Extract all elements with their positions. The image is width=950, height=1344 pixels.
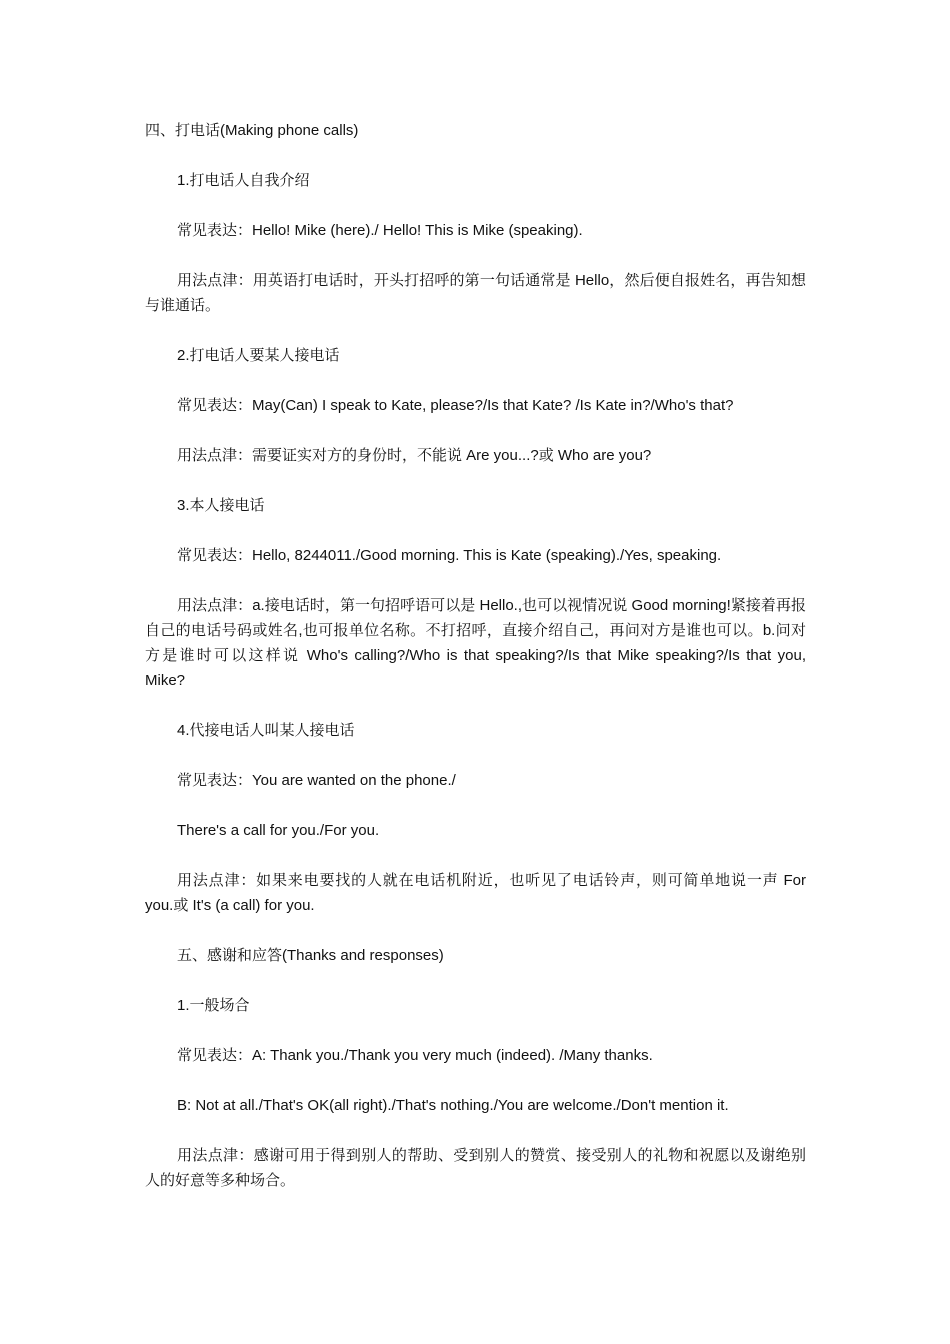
expression-paragraph: 常见表达：May(Can) I speak to Kate, please?/Is that Kate? /Is Kate in?/Who's that? <box>177 397 734 414</box>
usage-note-paragraph: 用法点津：用英语打电话时，开头打招呼的第一句话通常是 Hello，然后便自报姓名，再告知想与谁通话。 <box>145 272 806 314</box>
subheading-ask-for-someone: 2.打电话人要某人接电话 <box>177 347 340 364</box>
usage-note-paragraph: 用法点津：需要证实对方的身份时，不能说 Are you...?或 Who are you? <box>177 447 652 464</box>
subheading-answer-call: 3.本人接电话 <box>177 497 265 514</box>
section-heading-thanks: 五、感谢和应答(Thanks and responses) <box>177 947 444 964</box>
document-body <box>145 118 806 1218</box>
expression-paragraph: 常见表达：A: Thank you./Thank you very much (indeed). /Many thanks. <box>177 1047 653 1064</box>
usage-note-paragraph: 用法点津：感谢可用于得到别人的帮助、受到别人的赞赏、接受别人的礼物和祝愿以及谢绝别人的好意等多种场合。 <box>145 1147 806 1189</box>
subheading-general-occasions: 1.一般场合 <box>177 997 250 1014</box>
usage-note-paragraph: 用法点津：如果来电要找的人就在电话机附近，也听见了电话铃声，则可简单地说一声 For you.或 It's (a call) for you. <box>145 872 806 914</box>
subheading-take-call-for-others: 4.代接电话人叫某人接电话 <box>177 722 355 739</box>
expression-paragraph: 常见表达：You are wanted on the phone./ <box>177 772 456 789</box>
expression-continuation: There's a call for you./For you. <box>177 822 380 839</box>
section-heading-phone-calls: 四、打电话(Making phone calls) <box>145 122 359 139</box>
expression-paragraph: 常见表达：Hello! Mike (here)./ Hello! This is Mike (speaking). <box>177 222 583 239</box>
usage-note-paragraph: 用法点津：a.接电话时，第一句招呼语可以是 Hello.,也可以视情况说 Good morning!紧接着再报自己的电话号码或姓名,也可报单位名称。不打招呼，直接介绍自己，再问对方是谁也可以。b.问对方是谁时可以这样说 Who's calling?/Who is that speaking?/Is that Mike speaking?/Is that you, Mike? <box>145 597 806 689</box>
response-paragraph: B: Not at all./That's OK(all right)./That's nothing./You are welcome./Don't mention it. <box>177 1097 729 1114</box>
subheading-caller-intro: 1.打电话人自我介绍 <box>177 172 310 189</box>
expression-paragraph: 常见表达：Hello, 8244011./Good morning. This is Kate (speaking)./Yes, speaking. <box>177 547 722 564</box>
